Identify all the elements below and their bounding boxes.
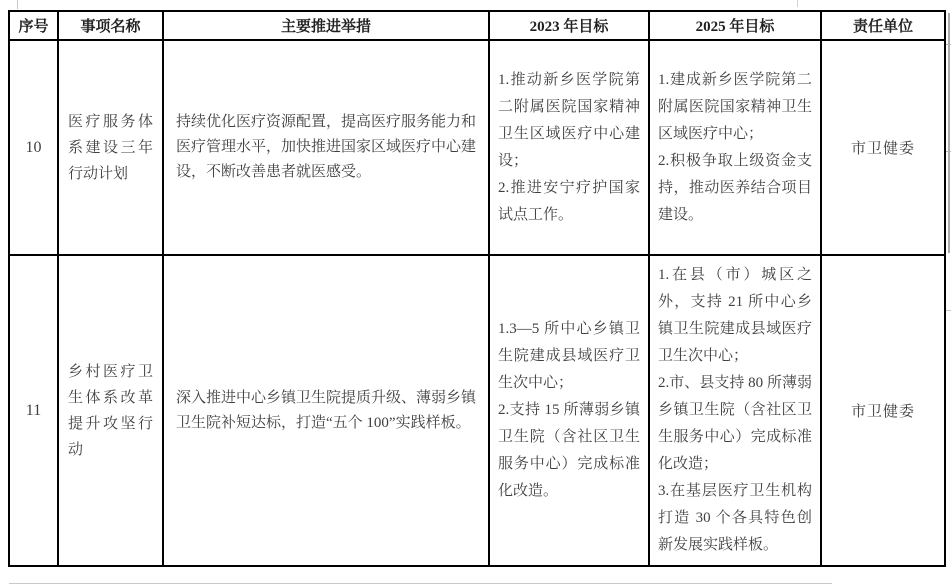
goal-item: 1.推动新乡医学院第二附属医院国家精神卫生区域医疗中心建设； (498, 71, 640, 169)
col-header-serial: 序号 (9, 11, 58, 40)
cell-serial: 10 (9, 40, 58, 255)
goal-item: 1.在县（市）城区之外，支持 21 所中心乡镇卫生院建成县域医疗卫生次中心； (658, 267, 812, 364)
cell-unit: 市卫健委 (821, 40, 945, 255)
col-header-goal-2023: 2023 年目标 (489, 11, 649, 40)
cell-unit: 市卫健委 (821, 255, 945, 566)
goal-item: 2.支持 15 所薄弱乡镇卫生院（含社区卫生服务中心）完成标准化改造。 (498, 402, 640, 499)
goal-item: 2.市、县支持 80 所薄弱乡镇卫生院（含社区卫生服务中心）完成标准化改造； (658, 375, 812, 472)
cell-goal-2023 (489, 40, 649, 255)
goal-item: 1.3—5 所中心乡镇卫生院建成县域医疗卫生次中心； (498, 321, 640, 391)
table-row (9, 40, 945, 255)
col-header-item-name: 事项名称 (58, 11, 163, 40)
cell-goal-2023 (489, 255, 649, 566)
crop-artifact-top-mid (797, 0, 798, 7)
crop-artifact-right-vertical (948, 13, 950, 253)
measures-text: 深入推进中心乡镇卫生院提质升级、薄弱乡镇卫生院补短达标，打造“五个 100”实践样板。 (176, 389, 477, 431)
header-row (9, 11, 945, 40)
cell-goal-2025 (649, 40, 821, 255)
cell-measures (163, 255, 489, 566)
goal-item: 2.推进安宁疗护国家试点工作。 (498, 179, 640, 223)
cell-goal-2025 (649, 255, 821, 566)
item-name-text: 乡村医疗卫生体系改革提升攻坚行动 (68, 363, 153, 458)
cell-measures (163, 40, 489, 255)
col-header-measures: 主要推进举措 (163, 11, 489, 40)
crop-artifact-top-left (17, 0, 18, 9)
col-header-goal-2025: 2025 年目标 (649, 11, 821, 40)
measures-text: 持续优化医疗资源配置，提高医疗服务能力和医疗管理水平，加快推进国家区域医疗中心建设，不断改善患者就医感受。 (176, 114, 477, 180)
cell-item-name (58, 40, 163, 255)
cell-item-name (58, 255, 163, 566)
goal-item: 3.在基层医疗卫生机构打造 30 个各具特色创新发展实践样板。 (658, 483, 812, 553)
col-header-unit: 责任单位 (821, 11, 945, 40)
goal-item: 1.建成新乡医学院第二附属医院国家精神卫生区域医疗中心； (658, 71, 812, 142)
table-row (9, 255, 945, 566)
goal-item: 2.积极争取上级资金支持，推动医养结合项目建设。 (658, 152, 812, 223)
cell-serial: 11 (9, 255, 58, 566)
action-plan-table (8, 10, 946, 567)
item-name-text: 医疗服务体系建设三年行动计划 (68, 113, 153, 182)
crop-artifact-bottom-line (9, 583, 832, 584)
